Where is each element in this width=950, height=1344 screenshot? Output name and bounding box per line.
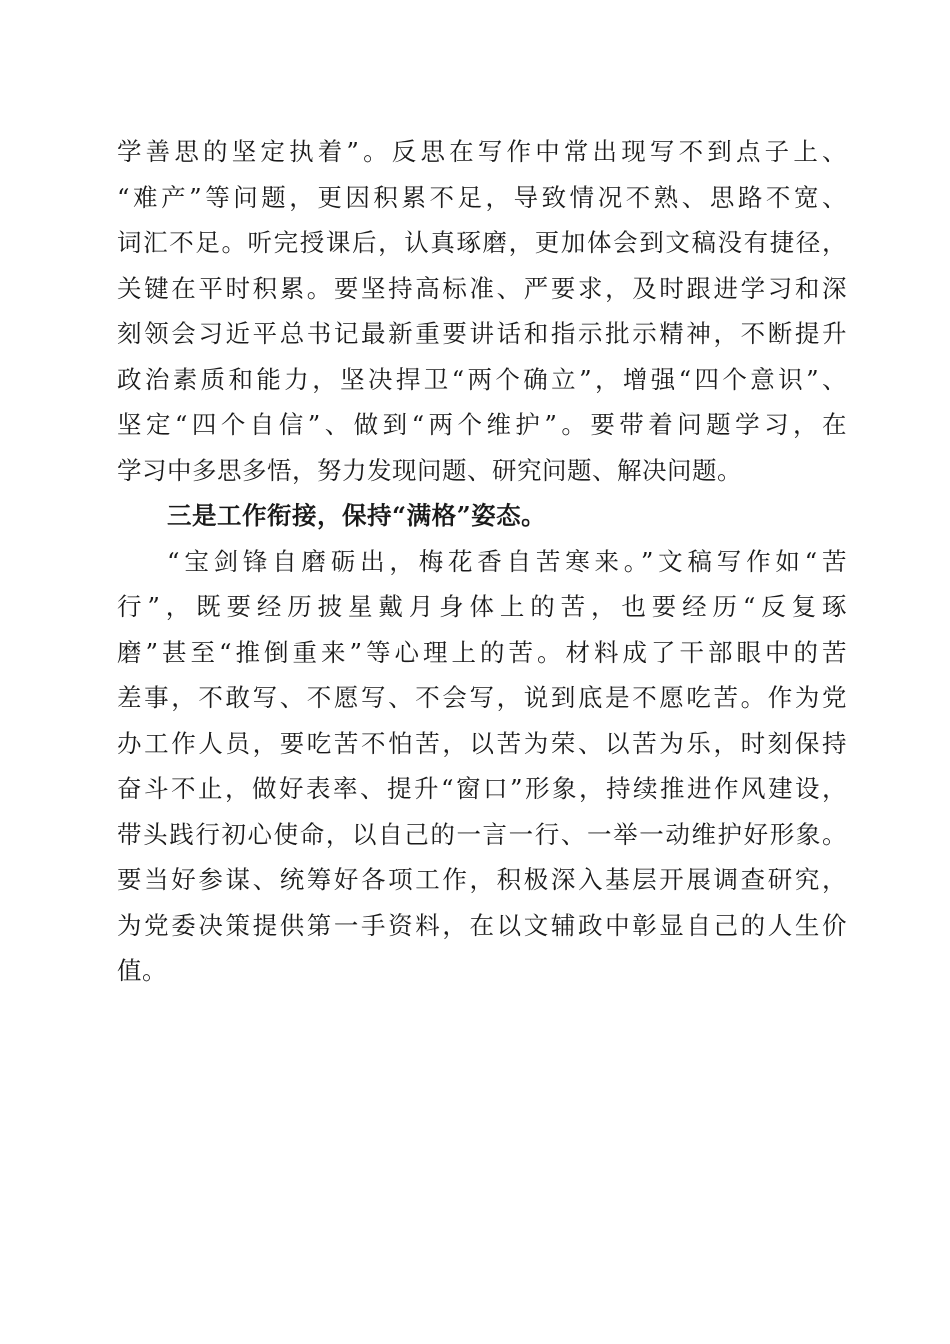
document-body: [117, 129, 847, 994]
paragraph2-line-9: 为党委决策提供第一手资料，在以文辅政中彰显自己的人生价: [117, 910, 847, 940]
paragraph2-line-4: 差事，不敢写、不愿写、不会写，说到底是不愿吃苦。作为党: [117, 683, 847, 712]
paragraph1-line-5: 刻领会习近平总书记最新重要讲话和指示批示精神，不断提升: [117, 319, 847, 348]
paragraph1-line-1: 学善思的坚定执着”。反思在写作中常出现写不到点子上、: [117, 137, 847, 166]
paragraph1-line-7: 坚定“四个自信”、做到“两个维护”。要带着问题学习，在: [117, 410, 847, 439]
paragraph2-line-8: 要当好参谋、统筹好各项工作，积极深入基层开展调查研究，: [117, 865, 847, 894]
paragraph1-line-2: “难产”等问题，更因积累不足，导致情况不熟、思路不宽、: [117, 182, 847, 212]
paragraph2-line-3: 磨”甚至“推倒重来”等心理上的苦。材料成了干部眼中的苦: [117, 637, 847, 667]
paragraph2-line-5: 办工作人员，要吃苦不怕苦，以苦为荣、以苦为乐，时刻保持: [117, 728, 847, 758]
section-heading: 三是工作衔接，保持“满格”姿态。: [167, 501, 547, 530]
paragraph1-line-6: 政治素质和能力，坚决捍卫“两个确立”，增强“四个意识”、: [117, 364, 847, 394]
paragraph2-line-7: 带头践行初心使命，以自己的一言一行、一举一动维护好形象。: [117, 819, 847, 849]
paragraph2-line-6: 奋斗不止，做好表率、提升“窗口”形象，持续推进作风建设，: [117, 774, 847, 803]
paragraph1-line-4: 关键在平时积累。要坚持高标准、严要求，及时跟进学习和深: [117, 273, 847, 303]
paragraph1-line-8: 学习中多思多悟，努力发现问题、研究问题、解决问题。: [117, 455, 742, 485]
paragraph1-line-3: 词汇不足。听完授课后，认真琢磨，更加体会到文稿没有捷径，: [117, 228, 847, 257]
paragraph2-line-2: 行”，既要经历披星戴月身体上的苦，也要经历“反复琢: [117, 592, 847, 621]
paragraph2-line-10: 值。: [117, 956, 167, 985]
paragraph2-line-1: “宝剑锋自磨砺出，梅花香自苦寒来。”文稿写作如“苦: [167, 546, 847, 576]
